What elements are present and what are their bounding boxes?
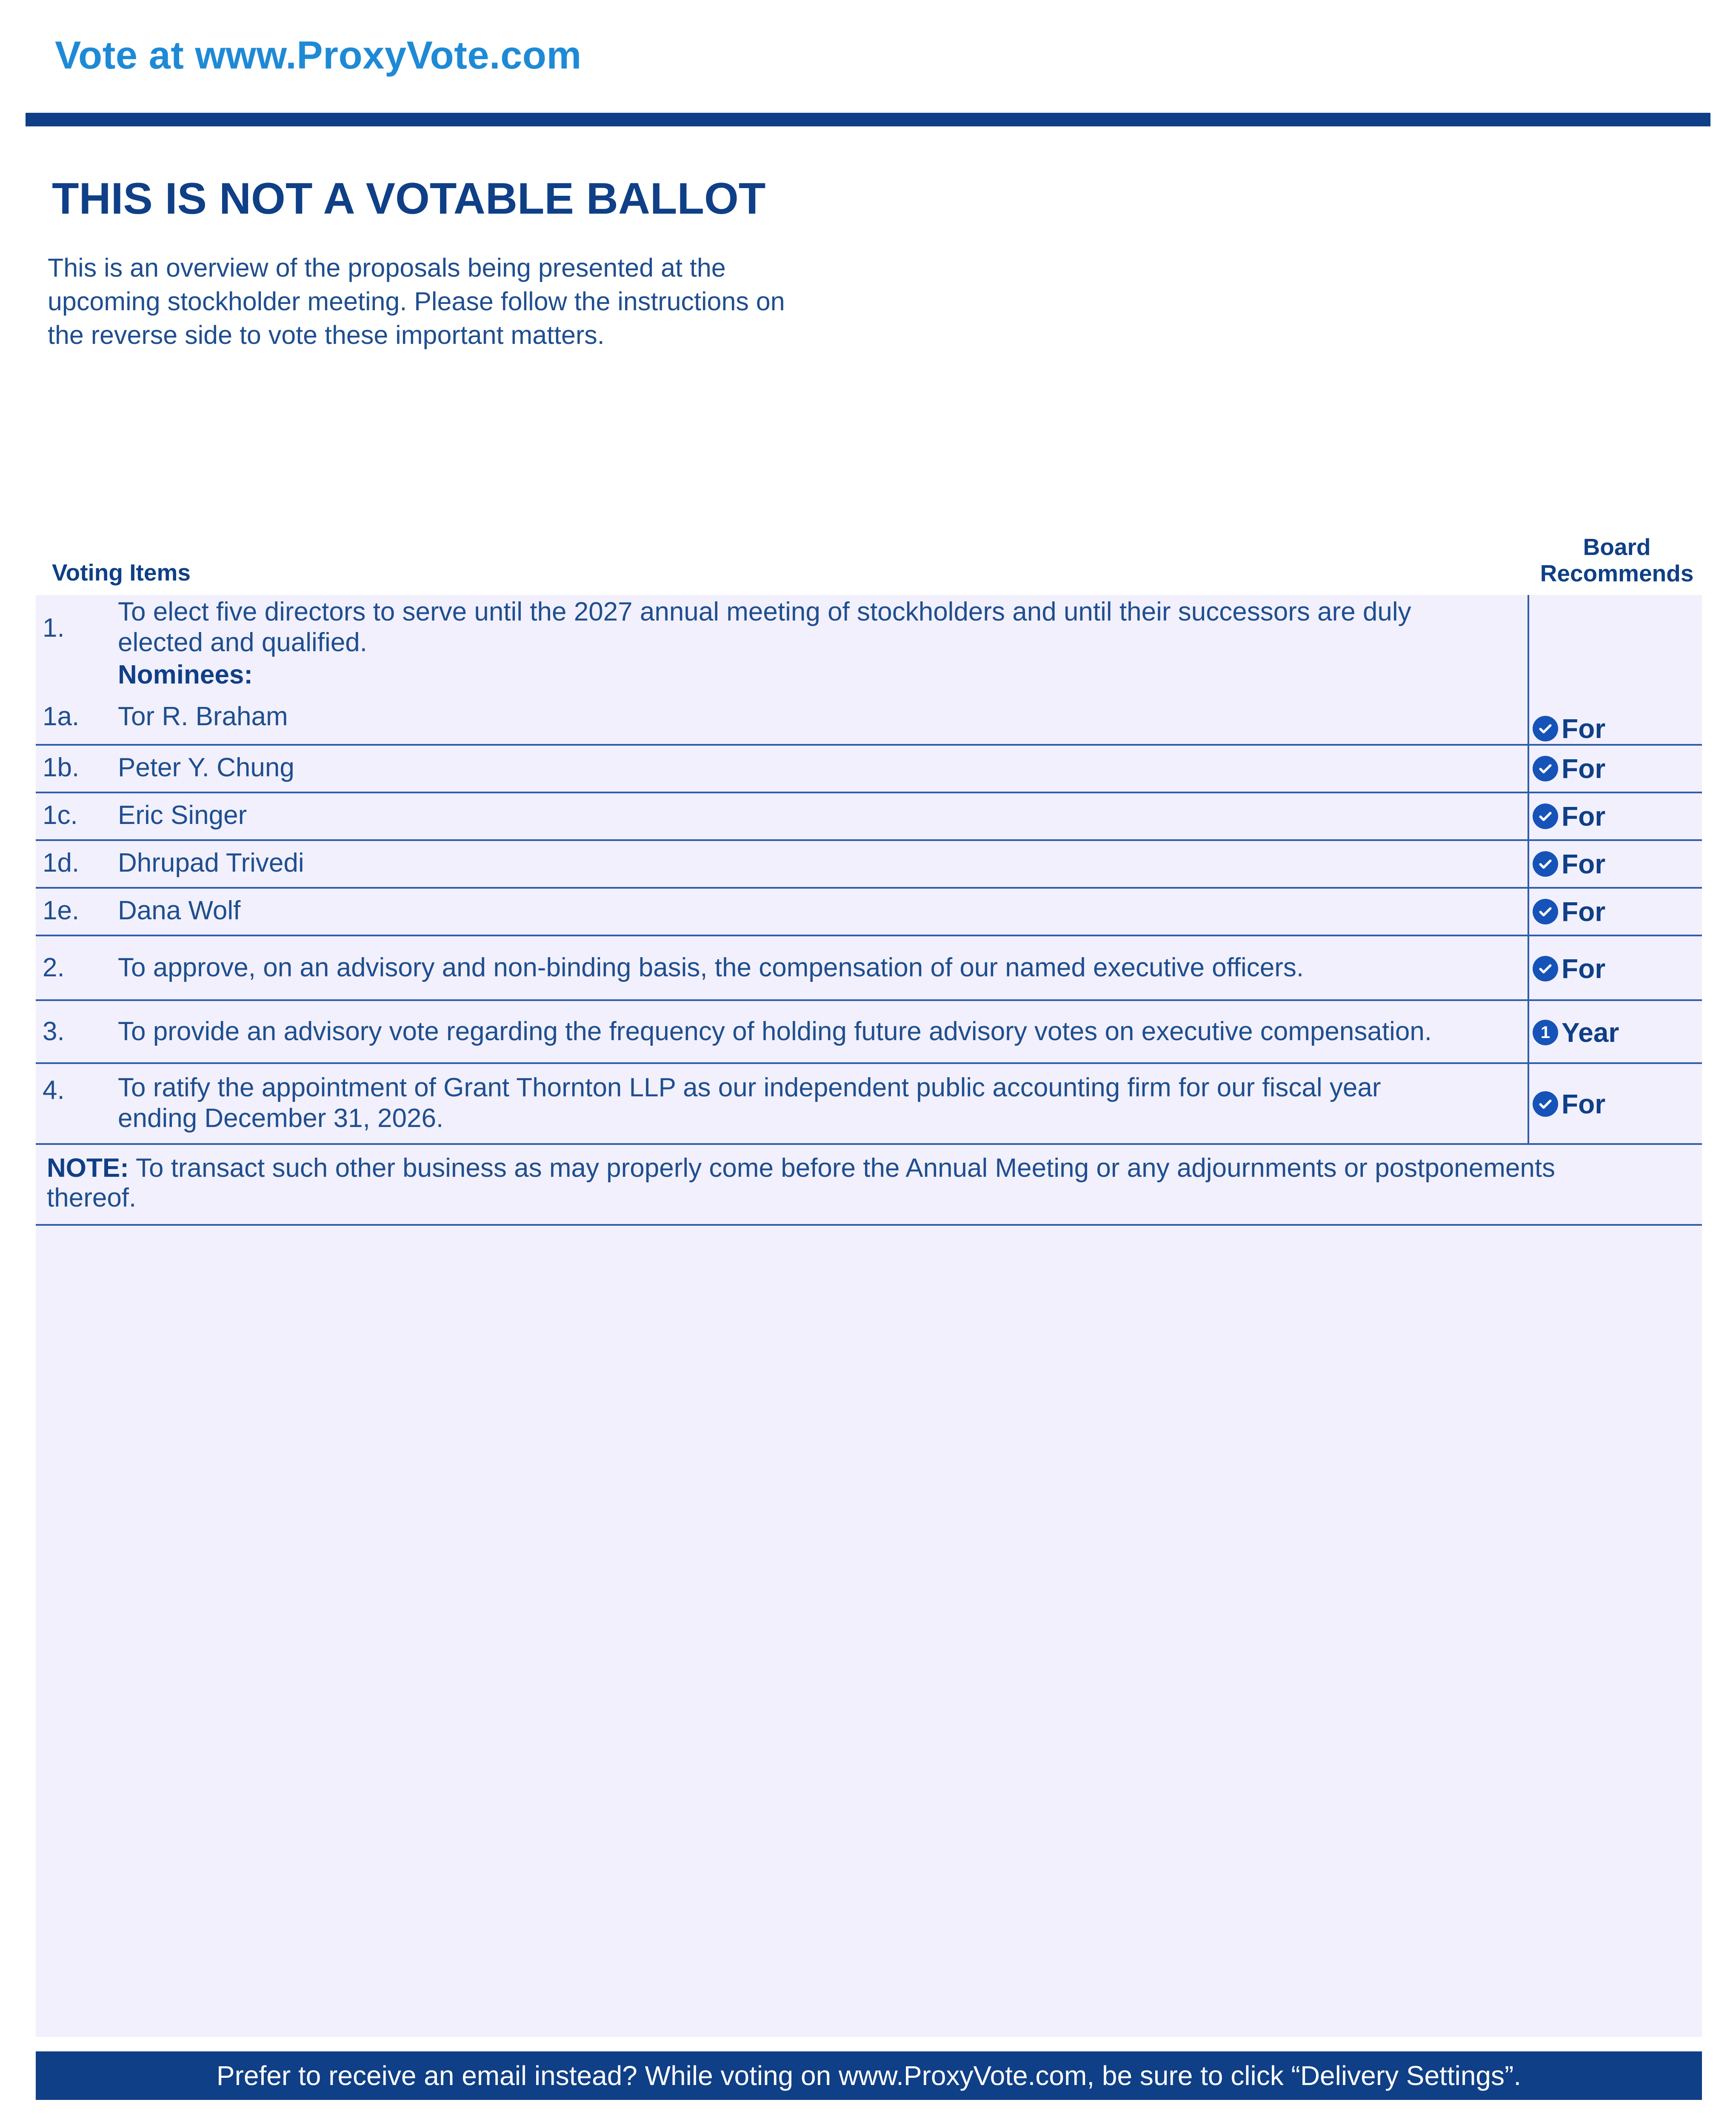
- note-line: [47, 1153, 1689, 1183]
- item-description: To provide an advisory vote regarding the frequency of holding future advisory votes on executive compensation.: [118, 1017, 1432, 1046]
- item-description: To approve, on an advisory and non-binding basis, the compensation of our named executive officers.: [118, 953, 1304, 982]
- nominees-label: Nominees:: [118, 660, 253, 689]
- row-divider: [36, 1224, 1702, 1226]
- nominee-number: 1d.: [43, 848, 80, 878]
- item-number: 1.: [43, 613, 65, 643]
- intro-line: upcoming stockholder meeting. Please follow the instructions on: [48, 287, 785, 316]
- check-circle-icon: [1533, 1091, 1558, 1117]
- top-divider: [26, 113, 1710, 126]
- nominee-number: 1e.: [43, 896, 80, 925]
- recommendation: [1533, 799, 1605, 833]
- recommendation-label: For: [1562, 896, 1606, 927]
- number-one-circle-icon: [1533, 1020, 1558, 1045]
- item-number: 4.: [43, 1075, 65, 1105]
- note-label: NOTE:: [47, 1153, 129, 1183]
- footer-banner: [36, 2051, 1702, 2100]
- page-title: THIS IS NOT A VOTABLE BALLOT: [52, 174, 766, 223]
- nominee-name: Eric Singer: [118, 801, 247, 830]
- row-divider: [36, 744, 1702, 746]
- item-number: 2.: [43, 953, 65, 982]
- row-divider: [36, 1143, 1702, 1145]
- recommendation-label: For: [1562, 801, 1606, 832]
- row-divider: [36, 887, 1702, 889]
- recommendation-label: For: [1562, 753, 1606, 784]
- recommendation-label: For: [1562, 713, 1606, 744]
- proxyvote-link[interactable]: Vote at www.ProxyVote.com: [55, 34, 582, 77]
- nominee-name: Dana Wolf: [118, 896, 241, 925]
- item-description-line: To ratify the appointment of Grant Thornton LLP as our independent public accounting firm for our fiscal year: [118, 1073, 1381, 1102]
- recommendation-label: For: [1562, 1089, 1606, 1119]
- note-body: To transact such other business as may properly come before the Annual Meeting or any adjournments or postponements: [128, 1153, 1556, 1183]
- row-divider: [36, 792, 1702, 793]
- check-circle-icon: [1533, 851, 1558, 877]
- check-circle-icon: [1533, 716, 1558, 741]
- nominee-name: Peter Y. Chung: [118, 753, 294, 782]
- icon-number: 1: [1540, 1023, 1550, 1042]
- recommendation-label: Year: [1562, 1017, 1619, 1048]
- board-header-line: Recommends: [1540, 560, 1694, 586]
- check-circle-icon: [1533, 756, 1558, 781]
- board-header-line: Board: [1583, 534, 1651, 560]
- recommendation-label: For: [1562, 849, 1606, 879]
- row-divider: [36, 1062, 1702, 1064]
- voting-items-header: Voting Items: [52, 559, 191, 586]
- item-description: [118, 1073, 1518, 1134]
- intro-paragraph: [48, 251, 856, 352]
- item-description-line: elected and qualified.: [118, 628, 368, 657]
- recommendation: [1533, 952, 1605, 986]
- nominee-number: 1b.: [43, 753, 80, 782]
- item-description-line: To elect five directors to serve until the 2027 annual meeting of stockholders and until their successors are duly: [118, 597, 1411, 626]
- footer-text: Prefer to receive an email instead? While voting on www.ProxyVote.com, be sure to click “Delivery Settings”.: [216, 2060, 1522, 2091]
- recommendation-label: For: [1562, 953, 1606, 984]
- intro-line: This is an overview of the proposals being presented at the: [48, 253, 726, 282]
- check-circle-icon: [1533, 804, 1558, 829]
- note-line: thereof.: [47, 1183, 137, 1213]
- note-text: [47, 1153, 1689, 1213]
- recommendation: [1533, 752, 1605, 786]
- recommendation: [1533, 847, 1605, 881]
- check-circle-icon: [1533, 899, 1558, 924]
- nominee-name: Dhrupad Trivedi: [118, 848, 304, 878]
- nominee-number: 1a.: [43, 702, 80, 731]
- row-divider: [36, 839, 1702, 841]
- intro-line: the reverse side to vote these important matters.: [48, 320, 605, 349]
- item-description-line: ending December 31, 2026.: [118, 1104, 444, 1133]
- item-number: 3.: [43, 1017, 65, 1046]
- recommendation: [1533, 1015, 1619, 1050]
- row-divider: [36, 999, 1702, 1001]
- board-recommends-header: [1515, 534, 1719, 586]
- column-divider: [1528, 595, 1529, 1144]
- item-description: [118, 597, 1518, 658]
- recommendation: [1533, 712, 1605, 746]
- row-divider: [36, 935, 1702, 936]
- nominee-name: Tor R. Braham: [118, 702, 288, 731]
- recommendation: [1533, 895, 1605, 929]
- nominee-number: 1c.: [43, 801, 78, 830]
- recommendation: [1533, 1087, 1605, 1121]
- check-circle-icon: [1533, 956, 1558, 981]
